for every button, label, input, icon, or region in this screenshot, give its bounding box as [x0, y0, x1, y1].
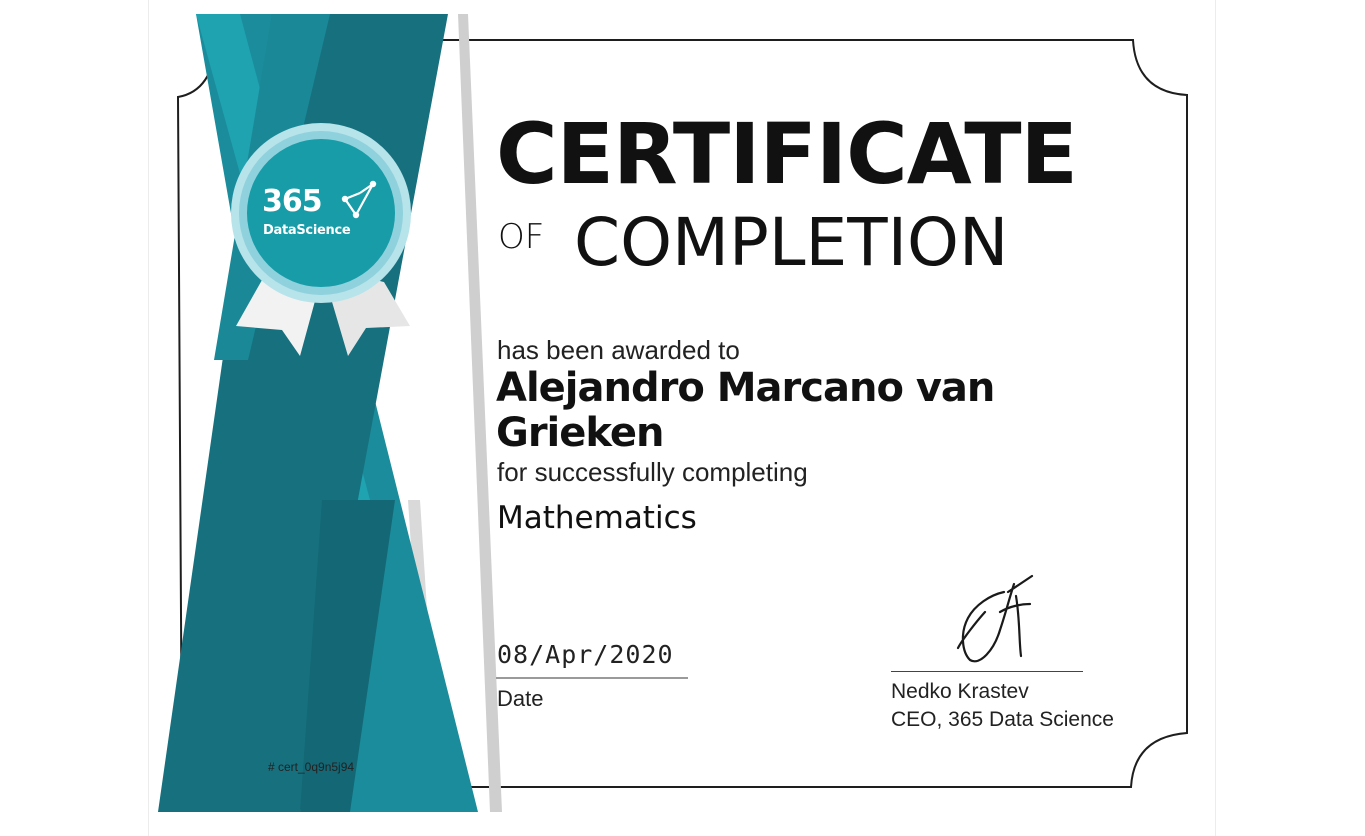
awarded-label: has been awarded to: [497, 335, 740, 365]
completing-label: for successfully completing: [497, 457, 808, 487]
date-rule: [496, 677, 688, 679]
certificate-subtitle: COMPLETION: [574, 204, 1009, 281]
recipient-name: Alejandro Marcano van Grieken: [496, 365, 995, 456]
date-label: Date: [497, 686, 544, 711]
network-node-1: [342, 196, 348, 202]
course-name: Mathematics: [497, 500, 697, 536]
signature-rule: [891, 671, 1083, 672]
certificate-id: # cert_0q9n5j94: [268, 760, 355, 774]
signer-title: CEO, 365 Data Science: [891, 708, 1114, 731]
signer-name: Nedko Krastev: [891, 680, 1029, 703]
badge-word: DataScience: [263, 223, 351, 238]
network-node-3: [370, 181, 376, 187]
badge-number: 365: [262, 184, 322, 219]
signature-mark: [958, 576, 1032, 661]
title-of: OF: [498, 217, 545, 257]
network-node-2: [353, 212, 359, 218]
certificate-title: CERTIFICATE: [496, 105, 1077, 203]
date-value: 08/Apr/2020: [497, 640, 674, 669]
